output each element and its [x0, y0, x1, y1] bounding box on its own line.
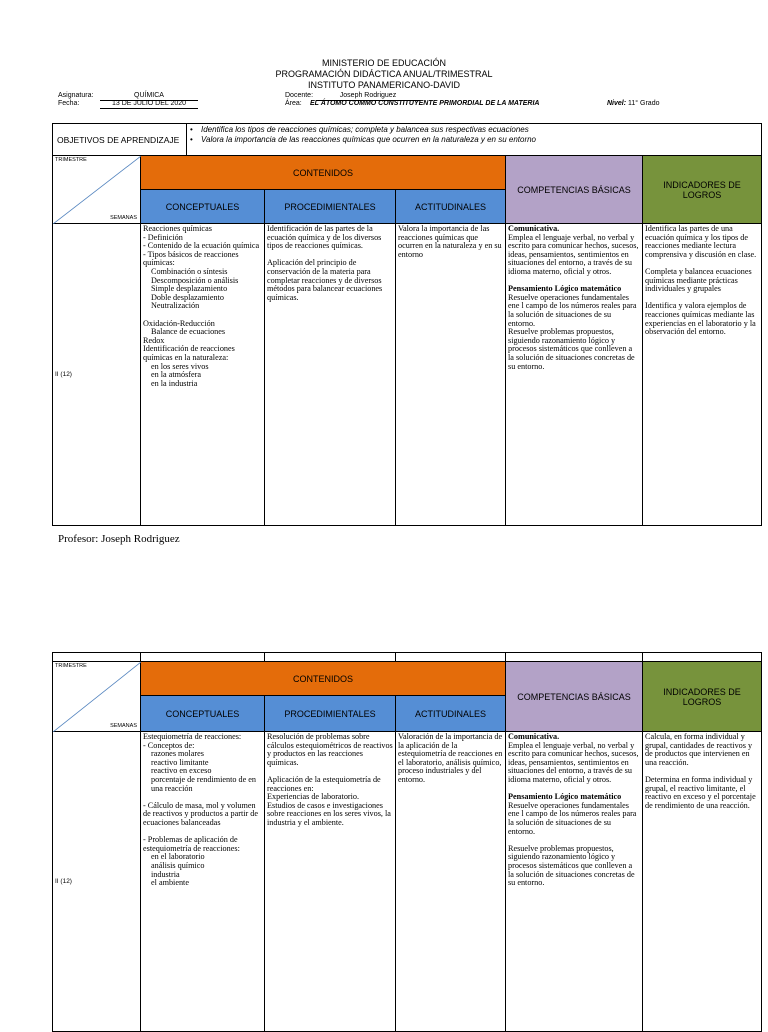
cell-line: Estudios de casos e investigaciones sobre reacciones en los seres vivos, la industria y el ambiente.: [267, 800, 391, 827]
program-title: PROGRAMACIÓN DIDÁCTICA ANUAL/TRIMESTRAL: [275, 69, 493, 79]
objectives-label: OBJETIVOS DE APRENDIZAJE: [53, 124, 187, 156]
contenidos-header: CONTENIDOS: [141, 156, 506, 190]
cell-line: Valora la importancia de las reacciones químicas que ocurren en la naturaleza y en su entorno: [398, 224, 502, 259]
docente-value: Joseph Rodriguez: [316, 92, 420, 101]
cell-line: Identifica y valora ejemplos de reacciones químicas mediante las experiencias en el laboratorio y la observación del entorno.: [645, 301, 756, 337]
cell-line: - Conceptos de:: [143, 740, 195, 750]
indicadores-cell: [643, 732, 762, 1032]
nivel-value: 11° Grado: [628, 100, 660, 107]
cell-line: Simple desplazamiento: [151, 284, 228, 294]
fecha-label: Fecha:: [58, 100, 80, 107]
cell-line: - Definición: [143, 232, 183, 242]
cell-line: porcentaje de rendimiento de en una reacción: [151, 774, 257, 793]
cell-line: Resuelve operaciones fundamentales ene l campo de los números reales para la solución de situaciones de su entorno.: [508, 800, 637, 836]
docente-label: Docente:: [285, 92, 314, 99]
cell-line: Identifica las partes de una ecuación química y los tipos de reacciones mediante lectura comprensiva y discusión en clase.: [645, 224, 757, 259]
procedimientales-cell: [265, 224, 396, 526]
trimestre-semanas-header: [53, 156, 141, 224]
indicadores-header: INDICADORES DE LOGROS: [643, 662, 762, 732]
asignatura-label: Asignatura:: [58, 92, 94, 99]
cell-line: Identificación de reacciones químicas en la naturaleza:: [143, 344, 235, 362]
asignatura-value: QUÍMICA: [100, 92, 198, 101]
program-table-2: [52, 652, 762, 1032]
competencias-header: COMPETENCIAS BÁSICAS: [506, 662, 643, 732]
area-value: EL ÁTOMO COMMO CONSTITUYENTE PRIMORDIAL DE LA MATERIA: [310, 100, 540, 107]
cell-line: Calcula, en forma individual y grupal, cantidades de reactivos y de productos que intervienen en una reacción.: [645, 732, 753, 767]
cell-line: en la atmósfera: [151, 370, 202, 380]
objective-item: • Identifica los tipos de reacciones químicas; completa y balancea sus respectivas ecuaciones: [187, 125, 761, 135]
cell-line: Resuelve problemas propuestos, siguiendo razonamiento lógico y procesos sistemáticos que conlleven a la solución de situaciones concretas de su entorno.: [508, 843, 635, 888]
cell-line: Identificación de las partes de la ecuación química y de los diversos tipos de reacciones químicas.: [267, 224, 382, 251]
cell-line: Experiencias de laboratorio.: [267, 792, 360, 802]
area-label: Área:: [285, 100, 302, 107]
actitudinales-cell: [396, 224, 506, 526]
competencias-header: COMPETENCIAS BÁSICAS: [506, 156, 643, 224]
conceptuales-cell: [141, 732, 265, 1032]
cell-line: Comunicativa.: [508, 224, 560, 233]
procedimientales-cell: [265, 732, 396, 1032]
institute-title: INSTITUTO PANAMERICANO-DAVID: [307, 80, 460, 90]
empty-cell: [643, 653, 762, 662]
cell-line: Pensamiento Lógico matemático: [508, 284, 622, 294]
cell-line: Emplea el lenguaje verbal, no verbal y escrito para comunicar hechos, sucesos, ideas, pensamientos, sentimientos en situaciones del entorno, a través de su idioma materno, oficial y otros.: [508, 740, 639, 784]
cell-line: Resuelve operaciones fundamentales ene l campo de los números reales para la solución de situaciones de su entorno.: [508, 292, 637, 328]
cell-line: Combinación o síntesis: [151, 266, 228, 276]
cell-line: Valoración de la importancia de la aplicación de la estequiometría de reacciones en el laboratorio, análisis químico, proceso industriales y del entorno.: [398, 732, 503, 784]
cell-line: Neutralización: [151, 301, 200, 311]
actitudinales-cell: [396, 732, 506, 1032]
nivel-label: Nivel:: [607, 100, 627, 107]
cell-line: razones molares: [151, 749, 204, 759]
actitudinales-header: ACTITUDINALES: [396, 190, 506, 224]
trimestre-cell: II (12): [53, 224, 141, 526]
cell-line: Aplicación de la estequiometría de reacciones en:: [267, 774, 381, 793]
objective-item: • Valora la importancia de las reacciones químicas que ocurren en la naturaleza y en su entorno: [187, 135, 761, 145]
contenidos-header: CONTENIDOS: [141, 662, 506, 696]
empty-cell: [265, 653, 396, 662]
actitudinales-header: ACTITUDINALES: [396, 696, 506, 732]
cell-line: Completa y balancea ecuaciones químicas mediante prácticas individuales y grupales: [645, 266, 752, 294]
cell-line: Balance de ecuaciones: [151, 327, 226, 337]
cell-line: - Tipos básicos de reacciones químicas:: [143, 249, 239, 268]
conceptuales-header: CONCEPTUALES: [141, 190, 265, 224]
cell-line: análisis químico: [151, 860, 205, 870]
trimestre-cell: II (12): [53, 732, 141, 1032]
cell-line: Doble desplazamiento: [151, 292, 224, 302]
cell-line: Pensamiento Lógico matemático: [508, 792, 622, 802]
cell-line: en los seres vivos: [151, 361, 209, 371]
cell-line: Comunicativa.: [508, 732, 560, 741]
cell-line: Reacciones químicas: [143, 224, 212, 233]
cell-line: el ambiente: [151, 878, 189, 888]
cell-line: industria: [151, 869, 180, 879]
cell-line: Redox: [143, 335, 165, 345]
conceptuales-header: CONCEPTUALES: [141, 696, 265, 732]
cell-line: Aplicación del principio de conservación de la materia para completar reacciones y de diversos métodos para balancear ecuaciones químicas.: [267, 258, 383, 302]
indicadores-cell: [643, 224, 762, 526]
ministry-title: MINISTERIO DE EDUCACIÓN: [321, 58, 446, 68]
competencias-cell: [506, 224, 643, 526]
cell-line: Resolución de problemas sobre cálculos estequiométricos de reactivos y productos en las reacciones químicas.: [267, 732, 393, 767]
empty-cell: [506, 653, 643, 662]
cell-line: Emplea el lenguaje verbal, no verbal y escrito para comunicar hechos, sucesos, ideas, pensamientos, sentimientos en situaciones del entorno, a través de su idioma materno, oficial y otros.: [508, 232, 639, 276]
competencias-cell: [506, 732, 643, 1032]
fecha-value: 13 DE JULIO DEL 2020: [100, 100, 198, 109]
cell-line: Resuelve problemas propuestos, siguiendo razonamiento lógico y procesos sistemáticos que conlleven a la solución de situaciones concretas de su entorno.: [508, 327, 635, 371]
trimestre-semanas-header: [53, 662, 141, 732]
cell-line: Determina en forma individual y grupal, el reactivo limitante, el reactivo en exceso y el porcentaje de rendimiento de una reacción.: [645, 774, 756, 810]
semanas-header: SEMANAS: [110, 215, 137, 221]
procedimientales-header: PROCEDIMIENTALES: [265, 190, 396, 224]
cell-line: reactivo en exceso: [151, 766, 212, 776]
cell-line: - Cálculo de masa, mol y volumen de reactivos y productos a partir de ecuaciones balanceadas: [143, 800, 259, 827]
conceptuales-cell: [141, 224, 265, 526]
cell-line: - Problemas de aplicación de estequiometría de reacciones:: [143, 835, 240, 853]
trimestre-header: TRIMESTRE: [55, 663, 87, 669]
cell-line: Descomposición o análisis: [151, 275, 239, 285]
indicadores-header: INDICADORES DE LOGROS: [643, 156, 762, 224]
procedimientales-header: PROCEDIMIENTALES: [265, 696, 396, 732]
cell-line: en la industria: [151, 378, 198, 388]
trimestre-header: TRIMESTRE: [55, 157, 87, 163]
profesor-signature: Profesor: Joseph Rodriguez: [58, 533, 180, 545]
objectives-table: [52, 123, 762, 156]
cell-line: Estequiometría de reacciones:: [143, 732, 242, 741]
semanas-header: SEMANAS: [110, 723, 137, 729]
empty-cell: [396, 653, 506, 662]
empty-cell: [141, 653, 265, 662]
cell-line: - Contenido de la ecuación química: [143, 241, 260, 251]
cell-line: reactivo limitante: [151, 757, 209, 767]
program-table-1: [52, 155, 762, 526]
cell-line: Oxidación-Reducción: [143, 318, 215, 328]
empty-cell: [53, 653, 141, 662]
cell-line: en el laboratorio: [151, 852, 205, 862]
